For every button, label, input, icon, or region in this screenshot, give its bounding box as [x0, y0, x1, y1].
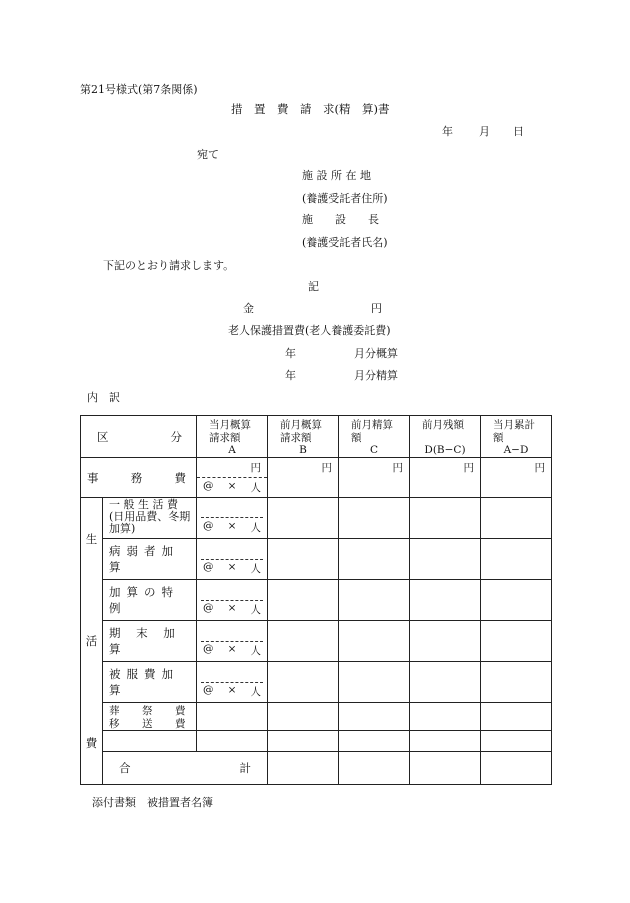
clothing-ad — [481, 662, 552, 703]
item-general-label — [103, 498, 197, 539]
funeral-d — [410, 703, 481, 731]
header-d-line2 — [422, 432, 425, 444]
settlement-label: 月分精算 — [354, 369, 398, 382]
seikatsuhi-char-1: 生 — [85, 532, 98, 547]
special-rate-cell — [197, 580, 268, 621]
rate-times: × — [227, 602, 237, 614]
general-line1: 一 般 生 活 費 — [109, 498, 178, 511]
sick-rate-cell — [197, 539, 268, 580]
header-ad-line1: 当月累計 — [493, 419, 535, 431]
header-c-line1: 前月精算 — [351, 419, 393, 431]
header-d-line1: 前月残額 — [422, 419, 464, 431]
breakdown-label: 内 訳 — [87, 391, 120, 404]
special-ad — [481, 580, 552, 621]
header-col-a — [197, 416, 268, 458]
header-b-line1: 前月概算 — [280, 419, 322, 431]
sick-b — [268, 539, 339, 580]
header-a-line3: A — [228, 444, 236, 457]
total-c — [410, 752, 481, 785]
blank-label — [103, 731, 197, 752]
jimuhi-rate-cell — [197, 478, 268, 498]
blank-b — [268, 731, 339, 752]
general-line3: 加算) — [109, 522, 136, 536]
item-sick-label: 病弱者加算 — [103, 539, 197, 580]
estimate-year: 年 — [285, 347, 296, 360]
total-b — [339, 752, 410, 785]
term-end-rate-cell — [197, 621, 268, 662]
clothing-d — [410, 662, 481, 703]
total-char-1: 合 — [119, 761, 131, 776]
funeral-c — [339, 703, 410, 731]
item-funeral-transport-label — [103, 703, 197, 731]
sick-c — [339, 539, 410, 580]
date-year: 年 — [442, 125, 453, 138]
general-c — [339, 498, 410, 539]
total-a — [268, 752, 339, 785]
special-d — [410, 580, 481, 621]
sick-d — [410, 539, 481, 580]
header-ad-line2: 額 — [493, 431, 504, 444]
jimuhi-d-yen: 円 — [410, 458, 481, 498]
term-end-d — [410, 621, 481, 662]
general-d — [410, 498, 481, 539]
amount-yen: 円 — [371, 302, 382, 315]
funeral-b — [268, 703, 339, 731]
total-char-2: 計 — [239, 761, 251, 776]
header-a-line1: 当月概算 — [209, 419, 251, 431]
clothing-b — [268, 662, 339, 703]
breakdown-table — [80, 415, 552, 785]
addressee-suffix: 宛て — [197, 148, 219, 161]
form-number: 第21号様式(第7条関係) — [80, 83, 198, 96]
header-c-line3: C — [369, 444, 379, 457]
header-col-b — [268, 416, 339, 458]
estimate-label: 月分概算 — [354, 347, 398, 360]
jimuhi-ad-yen: 円 — [481, 458, 552, 498]
facility-head-label: 施 設 長 — [302, 213, 379, 226]
item-term-end-label: 期 末 加 算 — [103, 621, 197, 662]
general-b — [268, 498, 339, 539]
rate-times: × — [227, 643, 237, 655]
jimuhi-char-3: 費 — [174, 470, 186, 485]
header-b-line2: 請求額 — [280, 431, 312, 444]
rate-times: × — [227, 520, 237, 532]
header-col-d — [410, 416, 481, 458]
total-d — [481, 752, 552, 785]
general-rate-cell — [197, 498, 268, 539]
item-clothing-label: 被服費加算 — [103, 662, 197, 703]
general-line2: (日用品費、冬期 — [109, 510, 191, 524]
header-a-line2: 請求額 — [209, 431, 241, 444]
clothing-rate-cell — [197, 662, 268, 703]
general-ad — [481, 498, 552, 539]
header-d-line3: D(B−C) — [424, 444, 466, 457]
transport-label: 移 送 費 — [109, 717, 192, 730]
amount-kin: 金 — [243, 302, 254, 315]
term-end-b — [268, 621, 339, 662]
jimuhi-char-1: 事 — [87, 470, 99, 485]
settlement-year: 年 — [285, 369, 296, 382]
kubun-char-2: 分 — [170, 429, 182, 444]
blank-c — [339, 731, 410, 752]
row-jimuhi-label — [81, 458, 197, 498]
header-b-line3: B — [299, 444, 307, 457]
funeral-label: 葬 祭 費 — [109, 705, 192, 717]
header-col-ad — [481, 416, 552, 458]
kubun-header — [81, 416, 197, 458]
subject-line: 老人保護措置費(老人養護委託費) — [228, 324, 391, 337]
rate-at: @ — [203, 480, 214, 492]
facility-address-note: (養護受託者住所) — [302, 192, 388, 205]
rate-at: @ — [203, 561, 214, 573]
blank-ad — [481, 731, 552, 752]
funeral-ad — [481, 703, 552, 731]
ki-heading: 記 — [308, 280, 319, 293]
date-month: 月 — [479, 125, 490, 138]
rate-at: @ — [203, 520, 214, 532]
term-end-c — [339, 621, 410, 662]
jimuhi-b-yen: 円 — [268, 458, 339, 498]
date-day: 日 — [513, 125, 524, 138]
special-c — [339, 580, 410, 621]
jimuhi-c-yen: 円 — [339, 458, 410, 498]
rate-person: 人 — [250, 645, 261, 657]
facility-head-note: (養護受託者氏名) — [302, 236, 388, 249]
rate-times: × — [227, 561, 237, 573]
clothing-c — [339, 662, 410, 703]
rate-times: × — [227, 684, 237, 696]
rate-person: 人 — [250, 522, 261, 534]
rate-at: @ — [203, 684, 214, 696]
item-special-label: 加算の特例 — [103, 580, 197, 621]
attachment-note: 添付書類 被措置者名簿 — [92, 796, 213, 809]
rate-at: @ — [203, 643, 214, 655]
seikatsuhi-vertical-label — [81, 498, 103, 785]
request-statement: 下記のとおり請求します。 — [103, 259, 235, 272]
rate-person: 人 — [250, 604, 261, 616]
seikatsuhi-char-3: 費 — [85, 736, 98, 751]
rate-person: 人 — [250, 482, 261, 494]
jimuhi-a-yen: 円 — [197, 458, 268, 478]
blank-d — [410, 731, 481, 752]
term-end-ad — [481, 621, 552, 662]
kubun-char-1: 区 — [97, 429, 109, 444]
special-b — [268, 580, 339, 621]
jimuhi-char-2: 務 — [130, 470, 143, 485]
rate-person: 人 — [250, 563, 261, 575]
rate-person: 人 — [250, 686, 261, 698]
funeral-a — [197, 703, 268, 731]
document-title: 措 置 費 請 求(精 算)書 — [231, 102, 390, 116]
header-ad-line3: A−D — [503, 444, 529, 457]
blank-a — [197, 731, 268, 752]
header-col-c — [339, 416, 410, 458]
sick-ad — [481, 539, 552, 580]
facility-address-label: 施 設 所 在 地 — [302, 169, 371, 182]
total-label — [103, 752, 268, 785]
rate-times: × — [227, 480, 237, 492]
seikatsuhi-char-2: 活 — [85, 634, 98, 649]
rate-at: @ — [203, 602, 214, 614]
header-c-line2: 額 — [351, 431, 362, 444]
